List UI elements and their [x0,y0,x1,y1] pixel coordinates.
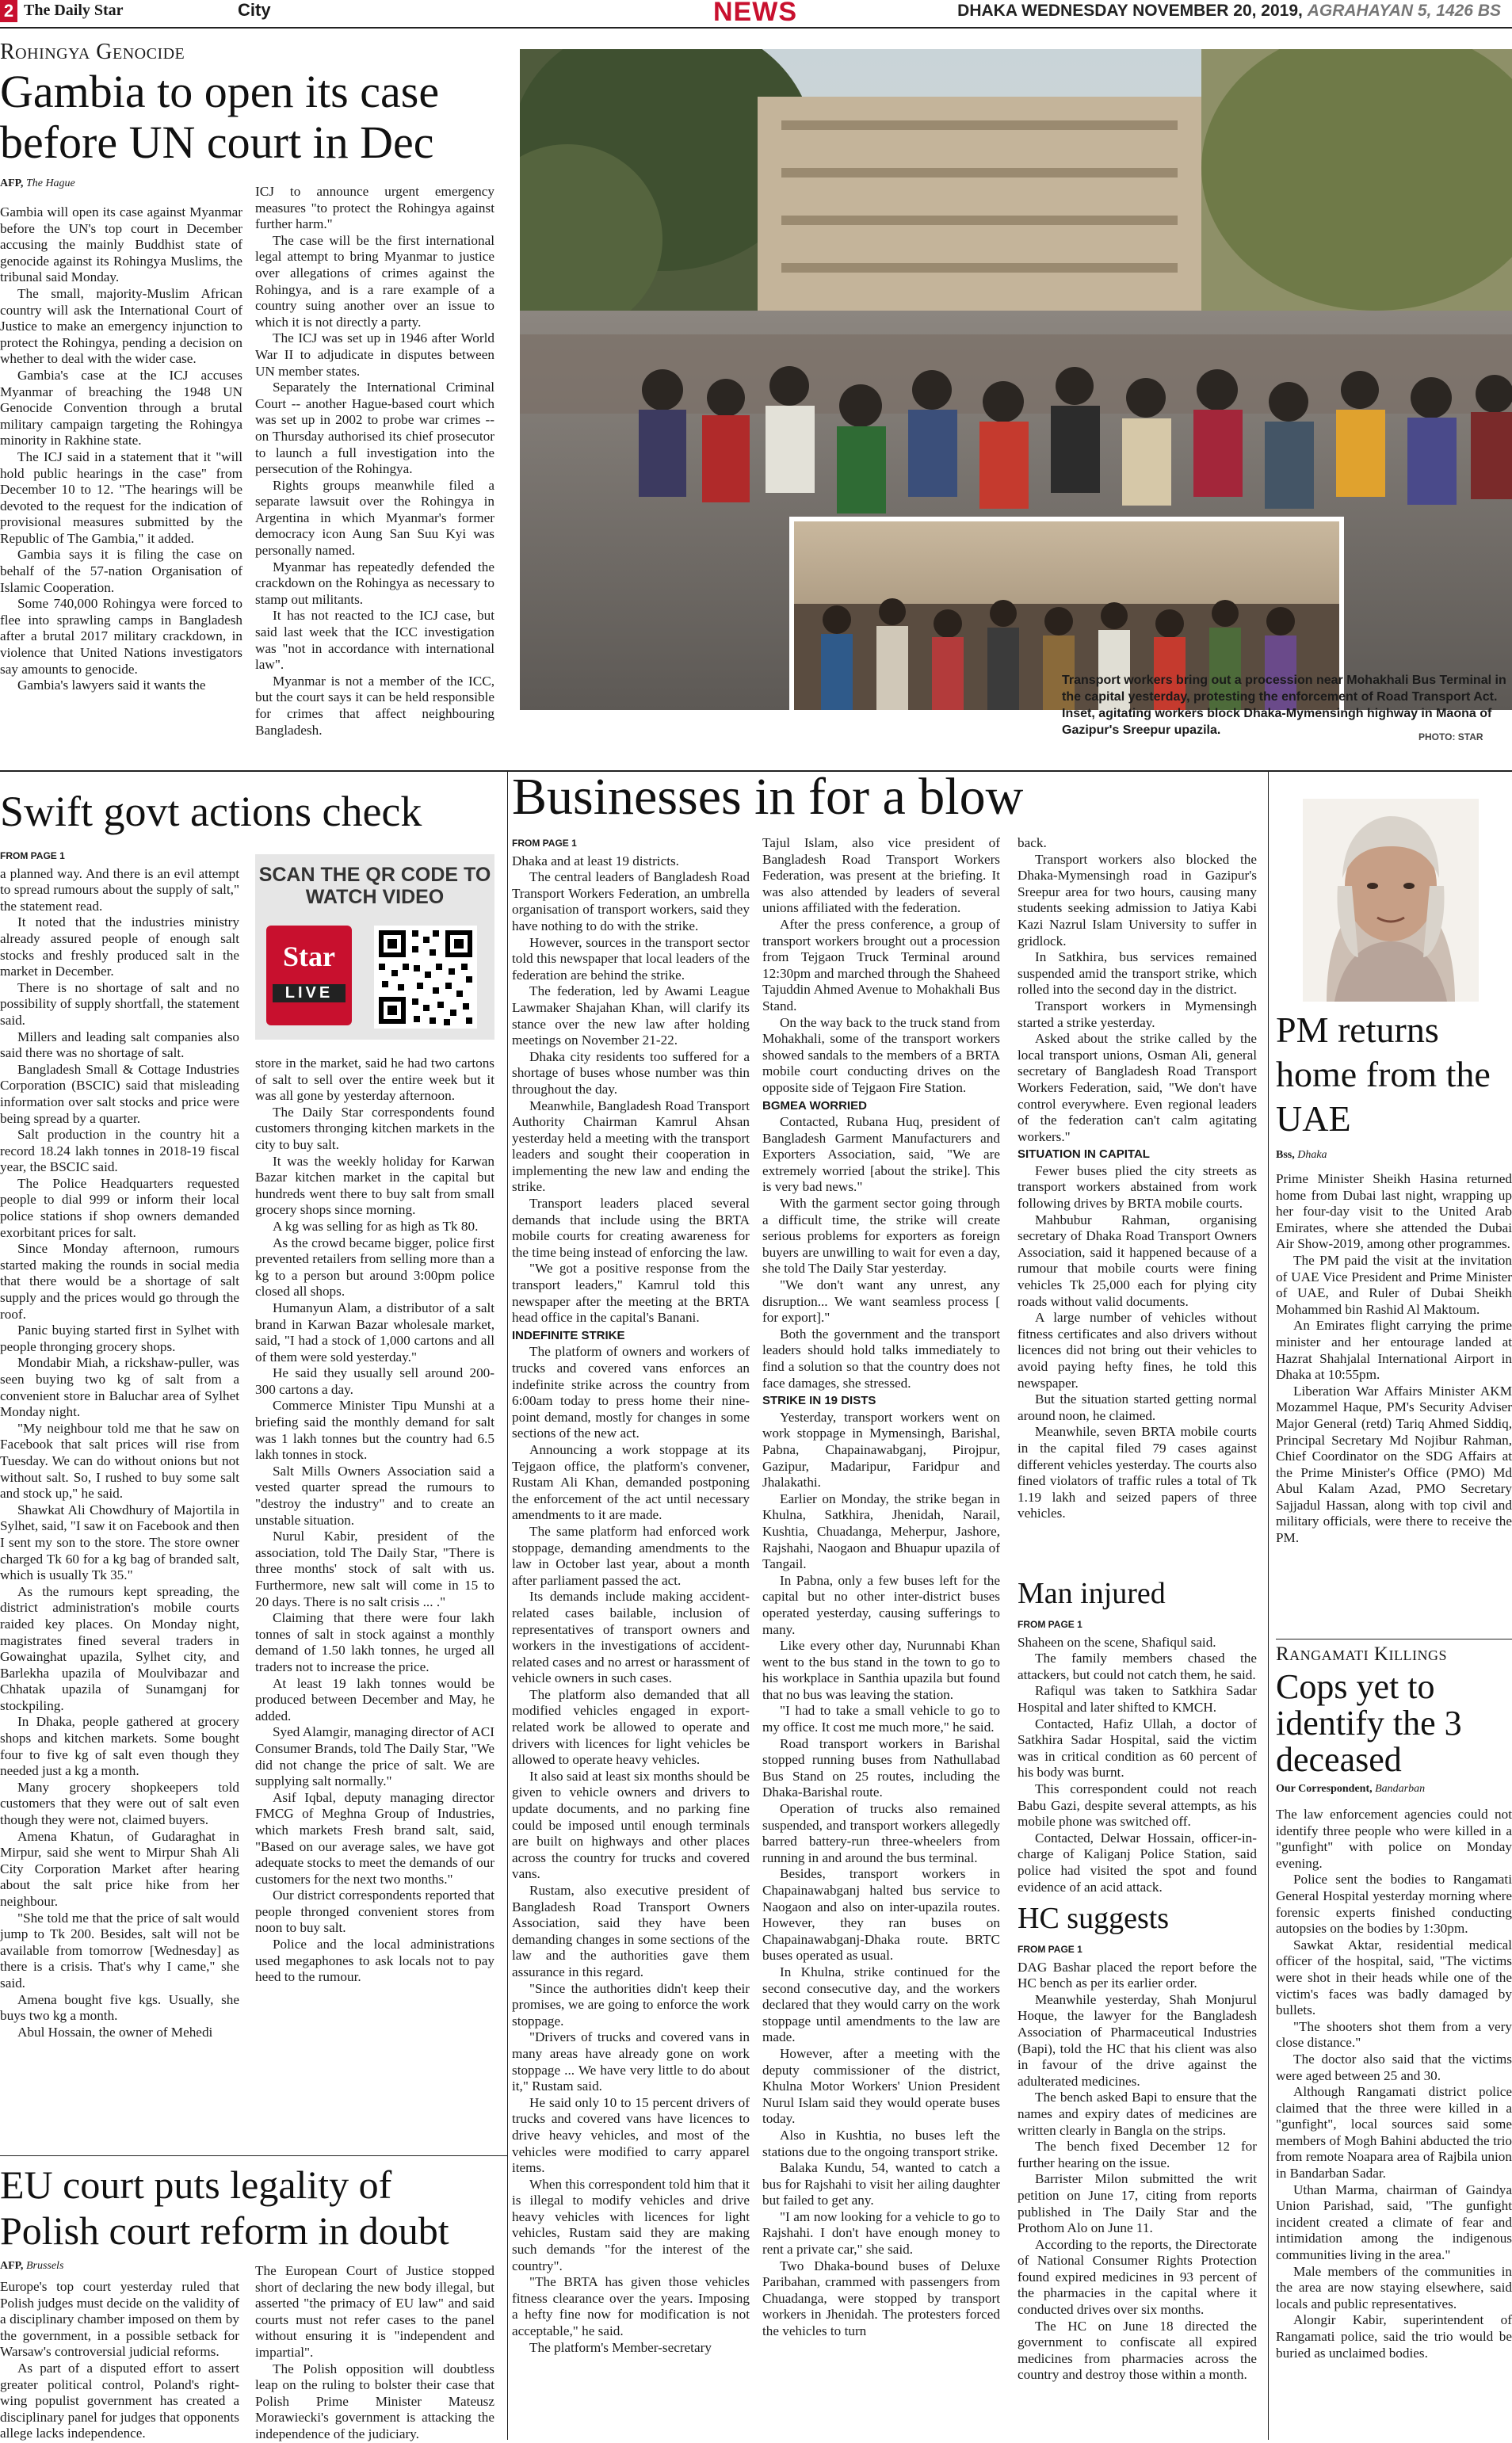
gambia-column-1 [0,204,242,694]
article-paragraph: Asked about the strike called by the local transport unions, Osman Ali, general secretary of Bangladesh Road Transport Workers Federation, said, "We don't have control everywhere. Even regional leaders of the federation can't calm agitating workers." [1018,1031,1257,1144]
salt-column-1 [0,848,239,2040]
business-column-3 [1018,835,1257,1522]
article-paragraph: Europe's top court yesterday ruled that Polish judges must decide on the validity of a disciplinary chamber imposed on them by the government, in a possible setback for Warsaw's controversial judicial reforms. [0,2279,239,2360]
article-paragraph: The platform's Member-secretary [529,2339,712,2355]
article-paragraph: Myanmar is not a member of the ICC, but the court says it can be held responsible for crimes that affect neighbouring Bangladesh. [255,673,494,738]
article-paragraph: The family members chased the attackers, but could not catch them, he said. [1018,1651,1257,1682]
article-paragraph: The platform of owners and workers of trucks and covered vans enforces an indefinite strike across the country from 6:00am today to press home their nine-point demand, mostly for changes in some sections of the new act. [512,1344,750,1441]
qr-code-icon[interactable] [374,926,477,1029]
column-divider-right [1268,772,1269,2440]
article-paragraph: Amena Khatun, of Gudaraghat in Mirpur, said she went to Mirpur Shah Ali City Corporation Market after hearing about the salt price hike from her neighbour. [0,1828,239,1909]
article-paragraph: Claiming that there were four lakh tonnes of salt in stock against a monthly demand of 1.50 lakh tonnes, he urged all traders not to increase the price. [255,1610,494,1674]
article-paragraph: Gambia says it is filing the case on behalf of the 57-nation Organisation of Islamic Cooperation. [0,547,242,595]
gambia-kicker: Rohingya Genocide [0,40,185,64]
article-paragraph: The same platform had enforced work stoppage, demanding amendments to the law in October last year, about a month after parliament passed the act. [512,1523,750,1588]
article-paragraph: Many grocery shopkeepers told customers that they were out of salt even though they were not, claimed buyers. [0,1779,239,1828]
article-paragraph: Gambia's lawyers said it wants the [17,678,206,693]
article-paragraph: Sawkat Aktar, residential medical officer of the hospital, said, "The victims were shot in their heads while one of the victim's faces was badly damaged by bullets. [1276,1937,1512,2018]
article-paragraph: Rights groups meanwhile filed a separate lawsuit over the Rohingya in Argentina in which Myanmar's former democracy icon Aung San Suu Kyi was personally named. [255,477,494,559]
dateline [957,2,1501,21]
article-paragraph: Liberation War Affairs Minister AKM Mozammel Haque, PM's Security Adviser Major General (retd) Tariq Ahmed Siddiq, Principal Secretary Md Nojibur Rahman, Chief Coordinator on the SDG Affairs at the Prime Minister's Office (PMO) Md Abul Kalam Azad, PMO Secretary Sajjadul Hassan, along with top civil and military officials, were there to receive the PM. [1276,1383,1512,1546]
article-paragraph: The PM paid the visit at the invitation of UAE Vice President and Prime Minister of UAE, and Ruler of Dubai Sheikh Mohammed bin Rashid Al Maktoum. [1276,1252,1512,1317]
article-paragraph: In Dhaka, people gathered at grocery shops and kitchen markets. Some bought four to five kg of salt even though they needed just a kg a month. [0,1714,239,1779]
article-paragraph: Alongir Kabir, superintendent of Rangamati police, said the trio would be buried as unclaimed bodies. [1276,2312,1512,2361]
article-paragraph: ICJ to announce urgent emergency measures "to protect the Rohingya against further harm." [255,184,494,232]
rangamati-body [1276,1807,1512,2361]
article-paragraph: The bench asked Bapi to ensure that the names and expiry dates of medicines are written clearly in Bangla on the strips. [1018,2090,1257,2138]
article-paragraph: The Police Headquarters requested people to dial 999 or inform their local police stations if shop owners demanded exorbitant prices for salt. [0,1175,239,1240]
article-paragraph: It noted that the industries ministry already assured people of enough salt stocks and freshly produced salt in the market in December. [0,914,239,979]
article-paragraph: Road transport workers in Barishal stopped running buses from Nathullabad Bus Stand on 25 routes, including the Dhaka-Barishal route. [762,1735,1000,1800]
article-paragraph: Police sent the bodies to Rangamati General Hospital yesterday morning where forensic experts finished conducting autopsies on the bodies by 1:30pm. [1276,1872,1512,1937]
article-paragraph: Myanmar has repeatedly defended the crackdown on the Rohingya as necessary to stamp out militants. [255,559,494,607]
photo-caption: Transport workers bring out a procession near Mohakhali Bus Terminal in the capital yesterday, protesting the enforcement of Road Transport Act. Inset, agitating workers block Dhaka-Mymensingh highway in Maona of Gazipur's Sreepur upazila. [1062,674,1506,737]
article-paragraph: Announcing a work stoppage at its Tejgaon office, the platform's convener, Rustam Ali Khan, demanded postponing the enforcement of the act until necessary amendments to it are made. [512,1441,750,1523]
article-paragraph: Transport workers in Mymensingh started a strike yesterday. [1018,998,1257,1030]
article-subhead: BGMEA WORRIED [762,1098,867,1113]
article-paragraph: Nurul Kabir, president of the association, told The Daily Star, "There is three months' stock of salt with us. Furthermore, new salt will come in 15 to 20 days. There is no salt crisis ... ." [255,1529,494,1609]
article-paragraph: Rustam, also executive president of Bangladesh Road Transport Owners Association, said they have been demanding changes in some sections of the law and the authorities gave them assurance in this regard. [512,1883,750,1979]
article-paragraph: An Emirates flight carrying the prime minister and her entourage landed at Hazrat Shahjalal International Airport in Dhaka at 10:55pm. [1276,1318,1512,1383]
article-paragraph: It has not reacted to the ICJ case, but said last week that the ICC investigation was "not in accordance with international law". [255,608,494,673]
pm-portrait-illustration [1303,799,1479,1002]
article-paragraph: With the garment sector going through a difficult time, the strike will create serious problems for exporters as foreign buyers are unwilling to wait for even a day, she told The Daily Star yesterday. [762,1196,1000,1277]
article-paragraph: However, after a meeting with the deputy commissioner of the district, Khulna Motor Workers' Union President Nurul Islam said they would operate buses today. [762,2045,1000,2127]
article-paragraph: Prime Minister Sheikh Hasina returned home from Dubai last night, wrapping up her four-day visit to the United Arab Emirates, where she attended the Dubai Air Show-2019, among other programmes. [1276,1171,1512,1252]
article-paragraph: Amena bought five kgs. Usually, she buys two kg a month. [0,1991,239,2024]
article-paragraph: Mahbubur Rahman, organising secretary of Dhaka Road Transport Owners Association, said it happened because of a rumour that mobile courts were fining vehicles Tk 25,000 each for plying city roads without valid documents. [1018,1212,1257,1309]
article-paragraph: Contacted, Delwar Hossain, officer-in-charge of Kaliganj Police Station, said police had visited the spot and found evidence of an acid attack. [1018,1830,1257,1895]
eu-divider [0,2155,507,2156]
news-label: NEWS [713,0,797,27]
article-paragraph: Some 740,000 Rohingya were forced to flee into sprawling camps in Bangladesh after a brutal 2017 military crackdown, in violence that United Nations investigators say amounts to genocide. [0,596,242,677]
pm-headline: PM returns home from the UAE [1276,1010,1491,1139]
article-paragraph: "Since the authorities didn't keep their promises, we are going to enforce the work stoppage. [512,1980,750,2029]
article-paragraph: A kg was selling for as high as Tk 80. [273,1218,479,1234]
gambia-headline-line2: before UN court in Dec [0,116,434,168]
article-paragraph: Police and the local administrations used megaphones to ask locals not to pay heed to the rumour. [255,1937,494,1985]
article-paragraph: Bangladesh Small & Cottage Industries Corporation (BSCIC) said that misleading information over salt stocks and price were being spread by a quarter. [0,1061,239,1126]
pm-byline: Bss, Dhaka [1276,1149,1327,1161]
article-paragraph: Rafiqul was taken to Satkhira Sadar Hospital and later shifted to KMCH. [1018,1683,1257,1715]
hc-from-page: FROM PAGE 1 [1018,1944,1082,1955]
article-paragraph: "Drivers of trucks and covered vans in many areas have already gone on work stoppage ... We have very little to do about it," Rustam said. [512,2029,750,2094]
article-paragraph: Uthan Marma, chairman of Gaindya Union Parishad, said, "The gunfight incident created a climate of fear and intimidation among the indigenous communities living in the area." [1276,2182,1512,2263]
man-injured-body [1018,1617,1257,1895]
protest-photo-illustration [520,49,1512,710]
article-paragraph: Balaka Kundu, 54, wanted to catch a bus for Rajshahi to visit her ailing daughter but failed to get any. [762,2160,1000,2208]
article-paragraph: Besides, transport workers in Chapainawabganj halted bus service to Naogaon and also on inter-upazila routes. However, they ran buses on Chapainawabganj-Dhaka route. BRTC buses operated as usual. [762,1866,1000,1964]
article-paragraph: Transport workers also blocked the Dhaka-Mymensingh road in Gazipur's Sreepur area for two hours, causing many students seeking admission to Jatiya Kabi Kazi Nazrul Islam University to suffer in gridlock. [1018,851,1257,949]
article-paragraph: Commerce Minister Tipu Munshi at a briefing said the monthly demand for salt was 1 lakh tonnes but the country had 6.5 lakh tonnes in stock. [255,1398,494,1463]
gambia-column-2 [255,184,494,739]
article-paragraph: "The BRTA has given those vehicles fitness clearance over the years. Imposing a hefty fine now for modification is not acceptable," he said. [512,2274,750,2339]
gambia-headline [0,67,439,168]
article-paragraph: Shawkat Ali Chowdhury of Majortila in Sylhet, said, "I saw it on Facebook and then I sent my son to the store. The store owner charged Tk 60 for a kg bag of branded salt, which is usually Tk 35." [0,1502,240,1583]
section-name: City [238,0,271,20]
article-paragraph: As part of a disputed effort to assert greater political control, Poland's right-wing populist government has created a disciplinary panel for judges that opponents allege lacks independence. [0,2360,239,2441]
article-paragraph: He said they usually sell around 200-300 cartons a day. [255,1365,494,1397]
eu-headline [0,2162,449,2254]
salt-headline: Swift govt actions check [0,788,422,835]
man-injured-from-page: FROM PAGE 1 [1018,1619,1082,1630]
article-paragraph: The Daily Star correspondents found customers thronging kitchen markets in the city to buy salt. [255,1104,494,1152]
article-paragraph: Our district correspondents reported that people thronged convenient stores from noon to buy salt. [255,1888,494,1936]
article-paragraph: It also said at least six months should be given to vehicle owners and drivers to update documents, and no parking fine could be imposed until enough terminals are built on highways and other places across the country for trucks and covered vans. [512,1768,750,1882]
man-injured-headline: Man injured [1018,1577,1166,1610]
article-paragraph: "I had to take a small vehicle to go to my office. It cost me much more," he said. [762,1703,1000,1735]
article-paragraph: The platform also demanded that all modified vehicles engaged in export-related work be allowed to operate and drivers with licences for light vehicles be allowed to operate heavy vehicles. [512,1686,750,1768]
article-paragraph: Mondabir Miah, a rickshaw-puller, was seen buying two kg of salt from a convenient store in Baluchar area of Sylhet Monday night. [0,1355,239,1420]
article-paragraph: As the crowd became bigger, police first prevented retailers from selling more than a kg to a person but around 3:00pm police closed all shops. [255,1235,494,1300]
salt-from-page: FROM PAGE 1 [0,850,65,861]
article-subhead: STRIKE IN 19 DISTS [762,1394,876,1408]
article-paragraph: The central leaders of Bangladesh Road Transport Workers Federation, an umbrella organisation of transport workers, said they have nothing to do with the strike. [512,869,750,933]
article-paragraph: The doctor also said that the victims were aged between 25 and 30. [1276,2051,1512,2083]
article-paragraph: Shaheen on the scene, Shafiqul said. [1018,1634,1216,1650]
rangamati-kicker: Rangamati Killings [1276,1643,1447,1665]
article-paragraph: But the situation started getting normal around noon, he claimed. [1018,1391,1257,1423]
article-paragraph: Although Rangamati district police claimed that the three were killed in a "gunfight", local sources said some members of Mogh Bahini abducted the trio from remote Noapara area of Rajbila union in Bandarban Sadar. [1276,2084,1512,2182]
article-paragraph: Earlier on Monday, the strike began in Khulna, Satkhira, Jhenidah, Narail, Kushtia, Chuadanga, Meherpur, Jashore, Rajshahi, Naogaon and Bhuapur upazila of Tangail. [762,1491,1000,1572]
article-paragraph: The case will be the first international legal attempt to bring Myanmar to justice over allegations of crimes against the Rohingya, and is a rare example of a country suing another over an issue to which it is not directly a party. [255,232,494,330]
rangamati-byline: Our Correspondent, Bandarban [1276,1783,1426,1795]
qr-title: SCAN THE QR CODE TO WATCH VIDEO [258,864,491,908]
article-paragraph: store in the market, said he had two cartons of salt to sell over the entire week but it was all gone by yesterday afternoon. [255,1055,494,1104]
article-paragraph: The small, majority-Muslim African country will ask the International Court of Justice to make an emergency injunction to protect the Rohingya, pending a decision on whether to deal with the wider case. [0,285,242,367]
article-paragraph: On the way back to the truck stand from Mohakhali, some of the transport workers showed sandals to the members of a BRTA mobile court conducting drives on the opposite side of Tejgaon Fire Station. [762,1014,1000,1095]
article-paragraph: Fewer buses plied the city streets as transport workers abstained from work following drives by BRTA mobile courts. [1018,1162,1257,1212]
business-headline: Businesses in for a blow [512,768,1024,826]
article-paragraph: "The shooters shot them from a very close distance." [1276,2018,1512,2051]
qr-promo-box[interactable] [255,854,494,1040]
article-subhead: SITUATION IN CAPITAL [1018,1147,1150,1162]
article-paragraph: There is no shortage of salt and no possibility of supply shortfall, the statement said. [0,979,239,1028]
newspaper-logo: The Daily Star [24,2,124,19]
eu-column-1 [0,2279,239,2442]
star-live-logo [266,926,352,1025]
business-column-2 [762,835,1000,2340]
article-paragraph: It was the weekly holiday for Karwan Bazar kitchen market in the capital but hundreds went there to buy salt from small grocery shops since morning. [255,1153,494,1218]
article-paragraph: Separately the International Criminal Court -- another Hague-based court which was set up in 2002 to probe war crimes -- on Thursday authorised its chief prosecutor to launch a full investigation into the persecution of the Rohingya. [255,380,494,477]
rangamati-headline: Cops yet to identify the 3 deceased [1276,1667,1462,1779]
article-paragraph: After the press conference, a group of transport workers brought out a procession from Tejgaon Truck Terminal around 12:30pm and marched through the Shaheed Tajuddin Ahmed Avenue to Mohakhali Bus Stand. [762,916,1000,1013]
gambia-byline: AFP, The Hague [0,177,75,189]
article-subhead: INDEFINITE STRIKE [512,1328,625,1342]
article-paragraph: The European Court of Justice stopped short of declaring the new body illegal, but asserted "the primacy of EU law" and said courts must not refer cases to the panel without ensuring it is "independent and impartial". [255,2263,494,2360]
eu-headline-line1: EU court puts legality of [0,2162,392,2207]
article-paragraph: a planned way. And there is an evil attempt to spread rumours about the supply of salt," the statement read. [0,865,239,914]
article-paragraph: Operation of trucks also remained suspended, and transport workers allegedly barred battery-run three-wheelers from running in and around the bus terminal. [762,1801,1000,1865]
article-paragraph: "We got a positive response from the transport leaders," Kamrul told this newspaper after the meeting at the BRTA head office in the capital's Banani. [512,1261,750,1326]
article-paragraph: Its demands include making accident-related cases bailable, inclusion of representatives of transport owners and workers in the investigations of accident-related cases and no arrest or harassment of vehicle owners in such cases. [512,1589,750,1686]
article-paragraph: Panic buying started first in Sylhet with people thronging grocery shops. [0,1323,239,1354]
salt-column-2 [255,1055,494,1986]
column-divider-left [507,772,508,2440]
article-paragraph: Salt production in the country hit a record 18.24 lakh tonnes in 2018-19 fiscal year, the BSCIC said. [0,1127,239,1175]
page-number: 2 [0,0,17,22]
article-paragraph: Salt Mills Owners Association said a vested quarter spread the rumours to "destroy the industry" and to create an unstable situation. [255,1463,494,1528]
article-paragraph: Transport leaders placed several demands that include using the BRTA mobile courts for creating awareness for the time being instead of enforcing the law. [512,1196,750,1260]
article-paragraph: He said only 10 to 15 percent drivers of trucks and covered vans have licences to drive heavy vehicles, and most of the vehicles were modified to carry apparel items. [512,2094,750,2176]
gambia-headline-line1: Gambia to open its case [0,66,440,117]
article-paragraph: "She told me that the price of salt would jump to Tk 200. Besides, salt will not be available from tomorrow [Wednesday] as there is a crisis. That's why I came," she said. [0,1910,239,1991]
pm-body [1276,1171,1512,1547]
article-paragraph: In Khulna, strike continued for the second consecutive day, and the workers declared that they would carry on the work stoppage until amendments to the law are made. [762,1964,1000,2045]
article-paragraph: A large number of vehicles without fitness certificates and also drivers without licences did not bring out their vehicles to avoid paying hefty fines, he told this newspaper. [1018,1310,1257,1391]
photo-credit: PHOTO: STAR [1418,731,1483,742]
article-paragraph: The federation, led by Awami League Lawmaker Shajahan Khan, will clarify its stance over the new law after holding meetings on November 21-22. [512,983,750,1048]
article-paragraph: Dhaka city residents too suffered for a shortage of buses whose number was thin throughout the day. [512,1048,750,1097]
article-paragraph: Since Monday afternoon, rumours started making the rounds in social media that there would be a shortage of salt supply and the prices would go through the roof. [0,1241,239,1322]
article-paragraph: At least 19 lakh tonnes would be produced between December and May, he added. [255,1675,494,1723]
pm-portrait [1303,799,1479,1002]
article-paragraph: Contacted, Hafiz Ullah, a doctor of Satkhira Sadar Hospital, said the victim was in critical condition as 60 percent of his body was burnt. [1018,1716,1257,1781]
article-paragraph: back. [1018,835,1047,850]
article-paragraph: The Polish opposition will doubtless leap on the ruling to bolster their case that Polish Prime Minister Mateusz Morawiecki's government is attacking the independence of the judiciary. [255,2361,494,2441]
article-paragraph: Gambia will open its case against Myanmar before the UN's top court in December accusing the mainly Buddhist state of genocide against its Rohingya Muslims, the tribunal said Monday. [0,204,242,285]
eu-byline: AFP, Brussels [0,2260,64,2272]
article-paragraph: Gambia's case at the ICJ accuses Myanmar of breaching the 1948 UN Genocide Convention through a brutal military campaign targeting the Rohingya minority in Rakhine state. [0,367,242,449]
article-paragraph: The ICJ was set up in 1946 after World War II to adjudicate in disputes between UN member states. [255,330,494,379]
article-paragraph: Barrister Milon submitted the writ petition on June 17, citing from reports published in The Daily Star and the Prothom Alo on June 11. [1018,2171,1257,2236]
article-paragraph: In Satkhira, bus services remained suspended amid the transport strike, which rolled into the second day in the district. [1018,949,1257,998]
article-paragraph: DAG Bashar placed the report before the HC bench as per its earlier order. [1018,1959,1257,1991]
article-paragraph: Tajul Islam, also vice president of Bangladesh Road Transport Workers Federation, was present at the briefing. It was also attended by leaders of several unions affiliated with the federation. [762,835,1000,916]
article-paragraph: However, sources in the transport sector told this newspaper that local leaders of the federation are behind the strike. [512,934,750,983]
star-live-logo-text: Star [283,941,335,972]
article-paragraph: Also in Kushtia, no buses left the stations due to the ongoing transport strike. [762,2127,1000,2159]
hc-headline: HC suggests [1018,1902,1170,1935]
article-paragraph: Male members of the communities in the area are now staying elsewhere, said locals and public representatives. [1276,2263,1512,2311]
article-paragraph: Both the government and the transport leaders should hold talks immediately to find a solution so that the country does not face damages, she stressed. [762,1326,1000,1391]
article-paragraph: "My neighbour told me that he saw on Facebook that salt prices will rise from Tuesday. We can do without onions but not without salt. So, I rushed to buy some salt and stock up," he said. [0,1420,239,1502]
article-paragraph: The HC on June 18 directed the government to confiscate all expired medicines from pharmacies across the country and destroy those within a month. [1018,2318,1257,2383]
article-paragraph: Meanwhile, Bangladesh Road Transport Authority Chairman Kamrul Ahsan yesterday held a meeting with the transport leaders and sought their cooperation in implementing the new law and ending the strike. [512,1097,750,1195]
article-paragraph: This correspondent could not reach Babu Gazi, despite several attempts, as his mobile phone was switched off. [1018,1781,1257,1830]
date-bangla: AGRAHAYAN 5, 1426 BS [1307,2,1501,20]
date-english: DHAKA WEDNESDAY NOVEMBER 20, 2019, [957,2,1303,20]
article-paragraph: In Pabna, only a few buses left for the capital but no other inter-district buses operated yesterday, causing sufferings to many. [762,1572,1000,1637]
live-label: LIVE [273,984,346,1002]
article-paragraph: Dhaka and at least 19 districts. [512,853,679,868]
article-paragraph: Abul Hossain, the owner of Mehedi [17,2024,213,2040]
article-paragraph: "I am now looking for a vehicle to go to Rajshahi. I don't have enough money to rent a private car," she said. [762,2208,1000,2258]
article-paragraph: Yesterday, transport workers went on work stoppage in Mymensingh, Barishal, Pabna, Chapainawabganj, Pirojpur, Gazipur, Madaripur, Faridpur and Jhalakathi. [762,1409,1000,1491]
article-paragraph: Meanwhile, seven BRTA mobile courts in the capital filed 79 cases against different vehicles yesterday. The courts also fined violators of traffic rules a total of Tk 1.19 lakh and seized papers of three vehicles. [1018,1424,1257,1521]
business-column-1 [512,835,750,2356]
article-paragraph: As the rumours kept spreading, the district administration's mobile courts raided key places. On Monday night, magistrates fined several traders in Gowainghat upazila, Sylhet city, and Barlekha upazila of Moulvibazar and Chhatak upazila of Sunamganj for stockpiling. [0,1583,239,1713]
article-paragraph: "We don't want any unrest, any disruption... We want seamless process [ for export]." [762,1277,1000,1326]
article-paragraph: When this correspondent told him that it is illegal to modify vehicles and drive heavy vehicles with licences for light vehicles, Rustam said they are making such demands "for the interest of the country". [512,2176,750,2273]
article-paragraph: Asif Iqbal, deputy managing director FMCG of Meghna Group of Industries, which markets Fresh brand salt, said, "Based on our average sales, we have got adequate stocks to meet the demands of our customers for the next two months." [255,1789,494,1887]
eu-column-2 [255,2263,494,2443]
page-masthead [0,0,1512,29]
article-paragraph: Humanyun Alam, a distributor of a salt brand in Karwan Bazar wholesale market, said, "I had a stock of 1,000 cartons and all of them were sold yesterday." [255,1300,494,1365]
article-paragraph: Like every other day, Nurunnabi Khan went to the bus stand in the town to go to his workplace in Santhia upazila but found that no bus was leaving the station. [762,1638,1000,1702]
eu-headline-line2: Polish court reform in doubt [0,2208,449,2253]
article-paragraph: Syed Alamgir, managing director of ACI Consumer Brands, told The Daily Star, "We did not change the price of salt. We are supplying salt normally." [255,1724,494,1789]
hc-body [1018,1941,1257,2384]
article-paragraph: Meanwhile yesterday, Shah Monjurul Hoque, the lawyer for the Bangladesh Association of Pharmaceutical Industries (Bapi), told the HC that his client was also in favour of the drive against the adulterated medicines. [1018,1991,1257,2089]
business-from-page: FROM PAGE 1 [512,838,577,849]
article-paragraph: The law enforcement agencies could not identify three people who were killed in a "gunfight" with police on Monday evening. [1276,1807,1512,1871]
article-paragraph: The ICJ said in a statement that it "will hold public hearings in the case" from December 10 to 12. "The hearings will be devoted to the request for the indication of provisional measures submitted by the Republic of The Gambia," it added. [0,449,242,546]
article-paragraph: Millers and leading salt companies also said there was no shortage of salt. [0,1029,239,1061]
article-paragraph: According to the reports, the Directorate of National Consumer Rights Protection found expired medicines in 93 percent of the pharmacies in the capital where it conducted drives over six months. [1018,2236,1257,2318]
article-paragraph: The bench fixed December 12 for further hearing on the issue. [1018,2139,1257,2170]
article-paragraph: Contacted, Rubana Huq, president of Bangladesh Garment Manufacturers and Exporters Association, said, "We are extremely worried [about the strike]. This is very bad news." [762,1114,1000,1195]
article-paragraph: Two Dhaka-bound buses of Deluxe Paribahan, crammed with passengers from Chuadanga, were stopped by transport workers in Jhenidah. The protesters forced the vehicles to turn [762,2258,1000,2339]
protest-photo [520,49,1512,710]
